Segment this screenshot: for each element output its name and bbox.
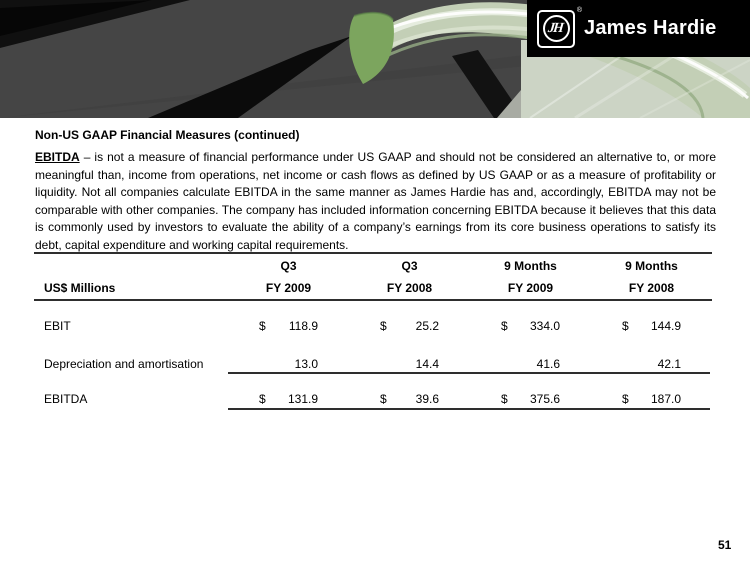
cell-value: 42.1 bbox=[657, 357, 681, 371]
table-row-depreciation bbox=[34, 357, 712, 371]
col-header-q3-fy2008: Q3 bbox=[401, 259, 418, 273]
cell-value: 144.9 bbox=[650, 319, 681, 333]
cell-value: 25.2 bbox=[415, 319, 439, 333]
intro-paragraph bbox=[35, 149, 716, 254]
jh-monogram-circle bbox=[543, 15, 570, 42]
cell-value: 118.9 bbox=[288, 319, 318, 333]
table-cell bbox=[228, 319, 349, 333]
table-cell bbox=[349, 319, 470, 333]
table-cell bbox=[349, 392, 470, 406]
currency-sign: $ bbox=[501, 392, 508, 406]
financial-table bbox=[34, 252, 712, 417]
currency-sign: $ bbox=[622, 392, 629, 406]
jh-monogram-letters: JH bbox=[546, 20, 563, 36]
registered-trademark-symbol: ® bbox=[576, 6, 582, 14]
table-row-ebit bbox=[34, 319, 712, 333]
currency-sign: $ bbox=[622, 319, 629, 333]
table-top-rule bbox=[34, 252, 712, 254]
table-cell bbox=[228, 357, 349, 371]
table-cell bbox=[470, 357, 591, 371]
currency-sign: $ bbox=[259, 392, 266, 406]
currency-sign: $ bbox=[380, 392, 387, 406]
subtotal-rule bbox=[228, 372, 710, 374]
cell-value: 375.6 bbox=[529, 392, 560, 406]
table-cell bbox=[349, 357, 470, 371]
cell-value: 41.6 bbox=[536, 357, 560, 371]
currency-sign: $ bbox=[259, 319, 266, 333]
empty-header-cell bbox=[34, 259, 228, 273]
fiscal-header-row bbox=[34, 281, 712, 295]
cell-value: 39.6 bbox=[415, 392, 439, 406]
intro-body-text: – is not a measure of financial performance under US GAAP and should not be considered an alternative to, or more meaningful than, income from operations, net income or cash flows as defined by US GAAP or as a measure of profitability or liquidity. Not all companies calculate EBITDA in the same manner as James Hardie has and, accordingly, EBITDA may not be comparable with other companies. The company has included information concerning EBITDA because it believes that this data is commonly used by investors to evaluate the ability of a company’s earnings from its core business operations to satisfy its debt, capital expenditure and working capital requirements. bbox=[35, 150, 716, 252]
table-cell bbox=[591, 392, 712, 406]
page-number: 51 bbox=[718, 538, 732, 552]
slide-title: Non-US GAAP Financial Measures (continued) bbox=[35, 128, 300, 142]
ebitda-term: EBITDA bbox=[35, 150, 80, 164]
brand-name: James Hardie bbox=[584, 17, 717, 39]
col-header-q3-fy2009: Q3 bbox=[280, 259, 297, 273]
cell-value: 334.0 bbox=[529, 319, 560, 333]
row-label: EBITDA bbox=[44, 392, 88, 406]
table-cell bbox=[470, 319, 591, 333]
cell-value: 187.0 bbox=[650, 392, 681, 406]
header-banner bbox=[0, 0, 750, 118]
table-header-rule bbox=[34, 299, 712, 301]
col-header-9m-fy2008: 9 Months bbox=[625, 259, 678, 273]
row-label: Depreciation and amortisation bbox=[44, 357, 204, 371]
fiscal-header: FY 2009 bbox=[265, 281, 312, 295]
cell-value: 13.0 bbox=[294, 357, 318, 371]
fiscal-header: FY 2008 bbox=[386, 281, 433, 295]
currency-sign: $ bbox=[380, 319, 387, 333]
col-header-9m-fy2009: 9 Months bbox=[504, 259, 557, 273]
fiscal-header: FY 2008 bbox=[628, 281, 675, 295]
cell-value: 14.4 bbox=[415, 357, 439, 371]
row-label: EBIT bbox=[44, 319, 71, 333]
cell-value: 131.9 bbox=[287, 392, 318, 406]
table-cell bbox=[591, 319, 712, 333]
logo-bar bbox=[527, 0, 750, 57]
jh-monogram-icon bbox=[537, 6, 582, 48]
period-header-row bbox=[34, 259, 712, 273]
table-cell bbox=[228, 392, 349, 406]
fiscal-header: FY 2009 bbox=[507, 281, 554, 295]
currency-sign: $ bbox=[501, 319, 508, 333]
table-row-ebitda bbox=[34, 392, 712, 406]
unit-label: US$ Millions bbox=[44, 281, 116, 295]
total-rule bbox=[228, 408, 710, 410]
table-cell bbox=[470, 392, 591, 406]
table-cell bbox=[591, 357, 712, 371]
